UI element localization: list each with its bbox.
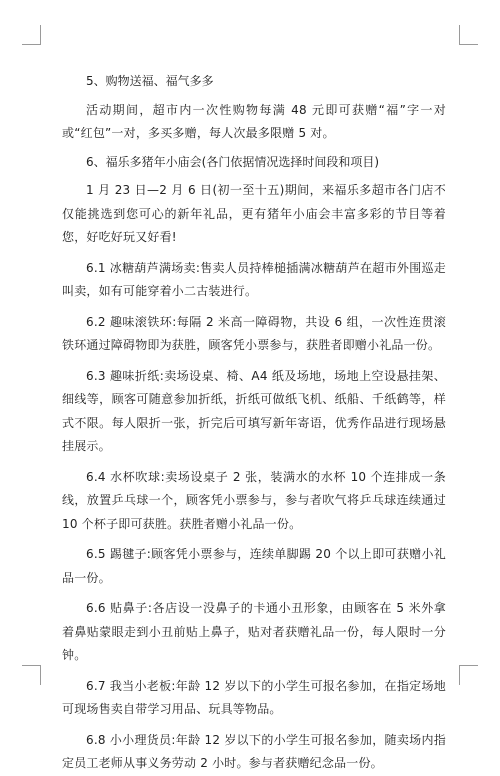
paragraph-6-3: 6.3 趣味折纸:卖场设桌、椅、A4 纸及场地，场地上空设悬挂架、细线等，顾客可随意参加折纸，折纸可做纸飞机、纸船、千纸鹤等，样式不限。每人限折一张，折完后可填写新年寄语，优秀作品进行现场悬挂展示。 <box>62 368 446 453</box>
paragraph-6-7: 6.7 我当小老板:年龄 12 岁以下的小学生可报名参加，在指定场地可现场售卖自带学习用品、玩具等物品。 <box>62 678 446 716</box>
paragraph-6-2: 6.2 趣味滚铁环:每隔 2 米高一障碍物，共设 6 组，一次性连贯滚铁环通过障碍物即为获胜，顾客凭小票参与，获胜者即赠小礼品一份。 <box>62 314 446 352</box>
crop-mark-bottom-left-vertical <box>40 665 41 685</box>
paragraph-6-8: 6.8 小小理货员:年龄 12 岁以下的小学生可报名参加，随卖场内指定员工老师从事义务劳动 2 小时。参与者获赠纪念品一份。 <box>62 732 446 770</box>
section-heading-5: 5、购物送福、福气多多 <box>86 74 214 88</box>
crop-mark-top-right-horizontal <box>459 44 478 45</box>
paragraph-6-6: 6.6 贴鼻子:各店设一没鼻子的卡通小丑形象，由顾客在 5 米外拿着鼻贴蒙眼走到小丑前贴上鼻子，贴对者获赠礼品一份，每人限时一分钟。 <box>62 601 446 662</box>
crop-mark-top-right-vertical <box>459 25 460 45</box>
paragraph-6-5: 6.5 踢毽子:顾客凭小票参与，连续单脚踢 20 个以上即可获赠小礼品一份。 <box>62 547 446 585</box>
crop-mark-bottom-left-horizontal <box>22 665 41 666</box>
paragraph-6-intro: 1 月 23 日—2 月 6 日(初一至十五)期间，来福乐多超市各门店不仅能挑选到您可心的新年礼品，更有猪年小庙会丰富多彩的节目等着您，好吃好玩又好看! <box>62 183 446 244</box>
crop-mark-bottom-right-vertical <box>459 665 460 685</box>
paragraph-6-4: 6.4 水杯吹球:卖场设桌子 2 张，装满水的水杯 10 个连排成一条线，放置乒乓球一个，顾客凭小票参与，参与者吹气将乒乓球连续通过 10 个杯子即可获胜。获胜者赠小礼品一份。 <box>62 469 446 531</box>
paragraph-5-body: 活动期间，超市内一次性购物每满 48 元即可获赠“福”字一对或“红包”一对，多买多赠，每人次最多限赠 5 对。 <box>62 102 446 140</box>
section-heading-6: 6、福乐多猪年小庙会(各门依据情况选择时间段和项目) <box>86 154 380 169</box>
crop-mark-top-left-horizontal <box>22 44 41 45</box>
paragraph-6-1: 6.1 冰糖葫芦满场卖:售卖人员持棒槌插满冰糖葫芦在超市外围巡走叫卖，如有可能穿着小二古装进行。 <box>62 260 446 298</box>
document-body <box>62 70 446 776</box>
crop-mark-bottom-right-horizontal <box>459 665 478 666</box>
crop-mark-top-left-vertical <box>40 25 41 45</box>
